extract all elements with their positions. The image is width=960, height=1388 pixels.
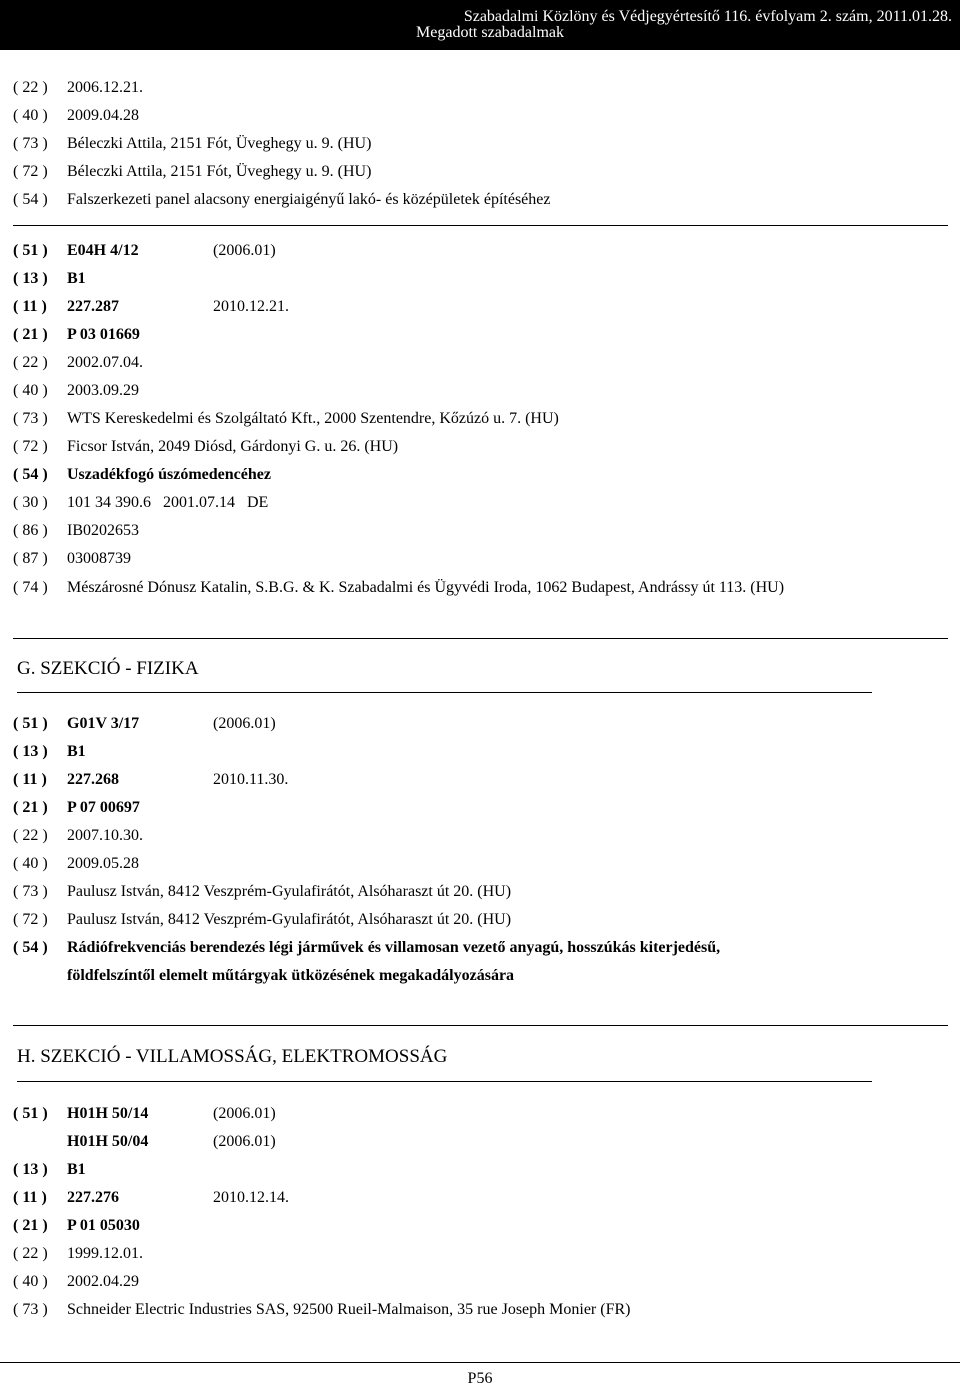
field-code: ( 72 ): [13, 438, 48, 455]
field-code: ( 54 ): [13, 939, 48, 956]
field-code: ( 13 ): [13, 1161, 48, 1178]
field-value: E04H 4/12: [67, 242, 139, 259]
section-underline: [17, 692, 872, 693]
field-code: ( 21 ): [13, 1217, 48, 1234]
field-code: ( 22 ): [13, 1245, 48, 1262]
page-number: P56: [467, 1370, 493, 1387]
field-code: ( 40 ): [13, 855, 48, 872]
field-value: 1999.12.01.: [67, 1245, 143, 1262]
field-value: 2002.04.29: [67, 1273, 139, 1290]
field-value: Falszerkezeti panel alacsony energiaigényű lakó- és középületek építéséhez: [67, 191, 551, 208]
field-value: 227.276: [67, 1189, 119, 1206]
field-code: ( 13 ): [13, 743, 48, 760]
field-code: ( 40 ): [13, 107, 48, 124]
field-value: P 07 00697: [67, 799, 140, 816]
field-value: Uszadékfogó úszómedencéhez: [67, 466, 271, 483]
field-code: ( 54 ): [13, 191, 48, 208]
field-code: ( 30 ): [13, 494, 48, 511]
field-code: ( 11 ): [13, 298, 47, 315]
field-date: (2006.01): [213, 1105, 276, 1122]
section-title-h: H. SZEKCIÓ - VILLAMOSSÁG, ELEKTROMOSSÁG: [17, 1046, 448, 1067]
field-value: földfelszíntől elemelt műtárgyak ütközésének megakadályozására: [67, 967, 515, 984]
field-value: Mészárosné Dónusz Katalin, S.B.G. & K. Szabadalmi és Ügyvédi Iroda, 1062 Budapest, Andrássy út 113. (HU): [67, 579, 785, 596]
field-code: ( 86 ): [13, 522, 48, 539]
field-code: ( 72 ): [13, 163, 48, 180]
field-code: ( 73 ): [13, 883, 48, 900]
field-date: (2006.01): [213, 715, 276, 732]
field-value: H01H 50/14: [67, 1105, 149, 1122]
field-value: 2003.09.29: [67, 382, 139, 399]
field-value: Béleczki Attila, 2151 Fót, Üveghegy u. 9. (HU): [67, 135, 372, 152]
field-value: IB0202653: [67, 522, 139, 539]
field-code: ( 22 ): [13, 827, 48, 844]
field-value: 2009.04.28: [67, 107, 139, 124]
field-value: Ficsor István, 2049 Diósd, Gárdonyi G. u. 26. (HU): [67, 438, 399, 455]
field-value: 03008739: [67, 550, 131, 567]
field-value: B1: [67, 270, 86, 287]
field-value: P 03 01669: [67, 326, 140, 343]
field-value: Rádiófrekvenciás berendezés légi járművek és villamosan vezető anyagú, hosszúkás kiterjedésű,: [67, 939, 721, 956]
field-code: ( 11 ): [13, 771, 47, 788]
field-value: Paulusz István, 8412 Veszprém-Gyulafirátót, Alsóharaszt út 20. (HU): [67, 883, 512, 900]
field-value: 2006.12.21.: [67, 79, 143, 96]
field-value: 2009.05.28: [67, 855, 139, 872]
field-value: 227.287: [67, 298, 119, 315]
field-code: ( 11 ): [13, 1189, 47, 1206]
journal-title: Szabadalmi Közlöny és Védjegyértesítő 116. évfolyam 2. szám, 2011.01.28.: [463, 8, 952, 25]
entry-divider: [13, 1025, 948, 1026]
field-value: 101 34 390.6 2001.07.14 DE: [67, 494, 269, 511]
field-code: ( 22 ): [13, 79, 48, 96]
field-code: ( 51 ): [13, 715, 48, 732]
field-code: ( 73 ): [13, 1301, 48, 1318]
field-date: 2010.12.21.: [213, 298, 289, 315]
field-code: ( 40 ): [13, 1273, 48, 1290]
field-date: 2010.11.30.: [213, 771, 289, 788]
field-code: ( 73 ): [13, 135, 48, 152]
field-date: (2006.01): [213, 1133, 276, 1150]
field-date: (2006.01): [213, 242, 276, 259]
section-underline: [17, 1081, 872, 1082]
field-value: Paulusz István, 8412 Veszprém-Gyulafirátót, Alsóharaszt út 20. (HU): [67, 911, 512, 928]
field-code: ( 40 ): [13, 382, 48, 399]
field-value: Schneider Electric Industries SAS, 92500 Rueil-Malmaison, 35 rue Joseph Monier (FR): [67, 1301, 631, 1318]
field-code: ( 22 ): [13, 354, 48, 371]
field-value: B1: [67, 743, 86, 760]
field-value: P 01 05030: [67, 1217, 140, 1234]
section-subtitle: Megadott szabadalmak: [416, 24, 564, 41]
field-value: 227.268: [67, 771, 119, 788]
footer-divider: [0, 1362, 960, 1363]
field-code: ( 21 ): [13, 326, 48, 343]
field-value: H01H 50/04: [67, 1133, 149, 1150]
entry-divider: [13, 638, 948, 639]
field-code: ( 54 ): [13, 466, 48, 483]
field-code: ( 73 ): [13, 410, 48, 427]
field-date: 2010.12.14.: [213, 1189, 289, 1206]
field-value: G01V 3/17: [67, 715, 140, 732]
field-value: 2002.07.04.: [67, 354, 143, 371]
section-title-g: G. SZEKCIÓ - FIZIKA: [17, 658, 199, 679]
field-code: ( 51 ): [13, 1105, 48, 1122]
field-code: ( 21 ): [13, 799, 48, 816]
field-value: 2007.10.30.: [67, 827, 143, 844]
field-code: ( 74 ): [13, 579, 48, 596]
field-value: B1: [67, 1161, 86, 1178]
field-value: WTS Kereskedelmi és Szolgáltató Kft., 2000 Szentendre, Kőzúzó u. 7. (HU): [67, 410, 559, 427]
field-code: ( 13 ): [13, 270, 48, 287]
field-code: ( 72 ): [13, 911, 48, 928]
page-header: [0, 0, 960, 50]
entry-divider: [13, 225, 948, 226]
field-code: ( 51 ): [13, 242, 48, 259]
field-value: Béleczki Attila, 2151 Fót, Üveghegy u. 9. (HU): [67, 163, 372, 180]
field-code: ( 87 ): [13, 550, 48, 567]
